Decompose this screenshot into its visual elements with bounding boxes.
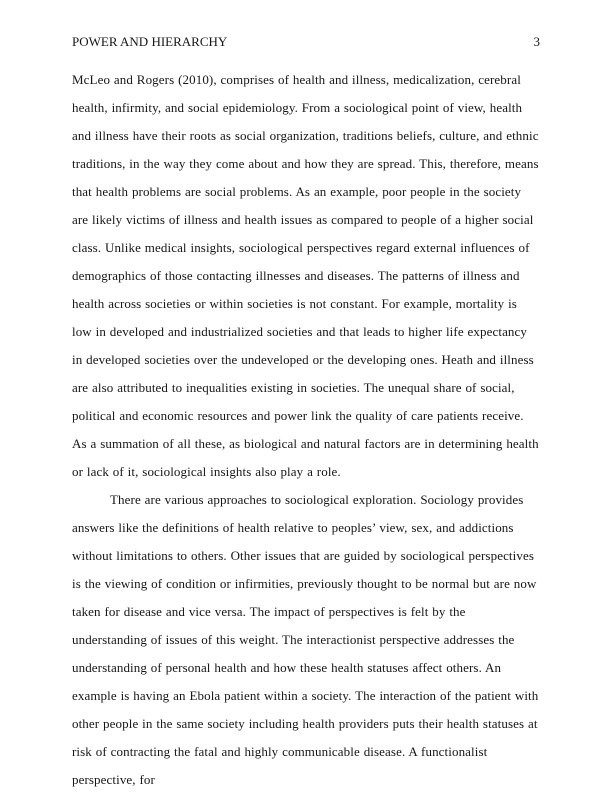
- page-body: [72, 66, 540, 792]
- body-paragraph-2: There are various approaches to sociological exploration. Sociology provides answers like the definitions of health relative to peoples’ view, sex, and addictions without limitations to others. Other issues that are guided by sociological perspectives is the viewing of condition or infirmities, previously thought to be normal but are now taken for disease and vice versa. The impact of perspectives is felt by the understanding of issues of this weight. The interactionist perspective addresses the understanding of personal health and how these health statuses affect others. An example is having an Ebola patient within a society. The interaction of the patient with other people in the same society including health providers puts their health statuses at risk of contracting the fatal and highly communicable disease. A functionalist perspective, for: [72, 492, 539, 787]
- page-number: 3: [533, 34, 540, 49]
- running-head: POWER AND HIERARCHY: [72, 34, 228, 49]
- page-header: [72, 34, 540, 50]
- body-paragraph-1: McLeo and Rogers (2010), comprises of health and illness, medicalization, cerebral health, infirmity, and social epidemiology. From a sociological point of view, health and illness have their roots as social organization, traditions beliefs, culture, and ethnic traditions, in the way they come about and how they are spread. This, therefore, means that health problems are social problems. As an example, poor people in the society are likely victims of illness and health issues as compared to people of a higher social class. Unlike medical insights, sociological perspectives regard external influences of demographics of those contacting illnesses and diseases. The patterns of illness and health across societies or within societies is not constant. For example, mortality is low in developed and industrialized societies and that leads to higher life expectancy in developed societies over the undeveloped or the developing ones. Heath and illness are also attributed to inequalities existing in societies. The unequal share of social, political and economic resources and power link the quality of care patients receive. As a summation of all these, as biological and natural factors are in determining health or lack of it, sociological insights also play a role.: [72, 72, 539, 479]
